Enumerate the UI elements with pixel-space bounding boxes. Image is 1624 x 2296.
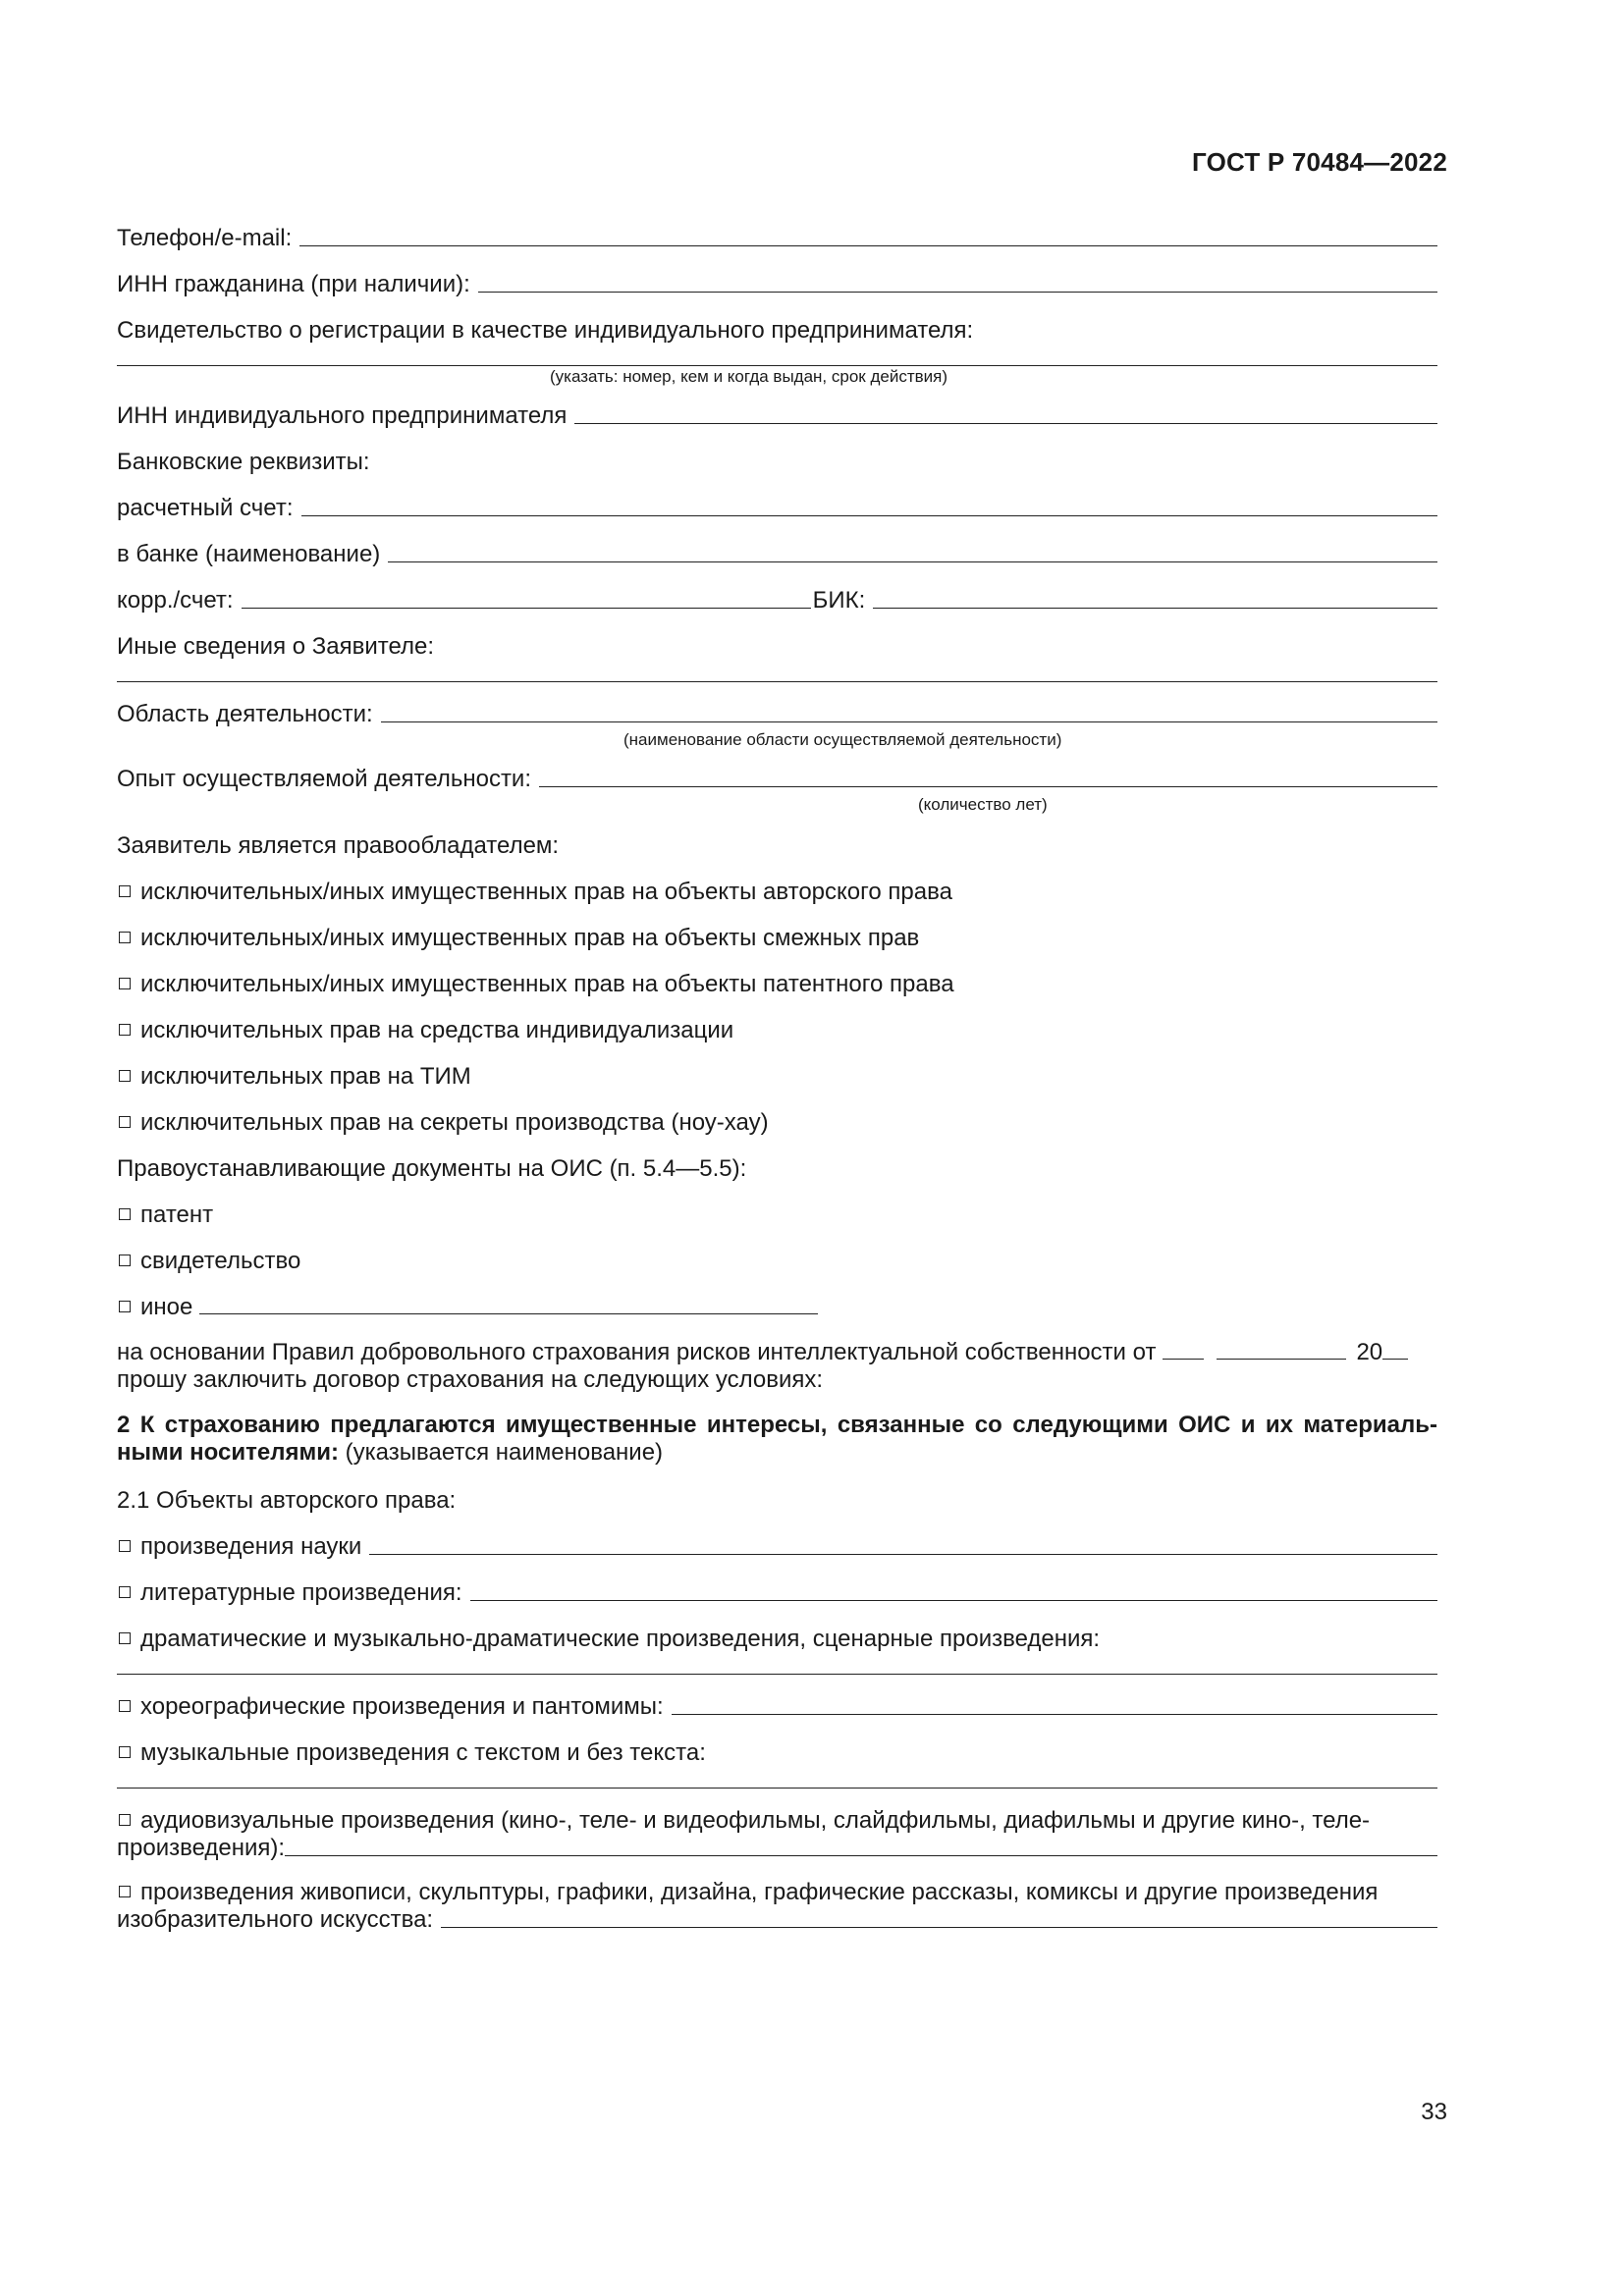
fine-art-field[interactable]	[441, 1905, 1437, 1928]
rights-option-2[interactable]	[117, 924, 1437, 953]
checkbox-icon[interactable]	[119, 1886, 131, 1897]
fine-art-row	[117, 1905, 1437, 1933]
checkbox-icon[interactable]	[119, 1632, 131, 1644]
standard-code: ГОСТ Р 70484—2022	[1192, 147, 1447, 177]
checkbox-icon[interactable]	[119, 1208, 131, 1220]
science-field[interactable]	[369, 1532, 1437, 1555]
inn-ip-label: ИНН индивидуального предпринимателя	[117, 402, 568, 429]
rights-option-4[interactable]	[117, 1016, 1437, 1045]
rights-option-label: исключительных/иных имущественных прав на объекты авторского права	[140, 879, 952, 905]
rights-option-label: исключительных прав на секреты производства (ноу-хау)	[140, 1109, 769, 1136]
checkbox-icon[interactable]	[119, 1700, 131, 1712]
checkbox-icon[interactable]	[119, 885, 131, 897]
date-day-field[interactable]	[1163, 1339, 1204, 1360]
account-field[interactable]	[301, 494, 1438, 516]
dramatic-item[interactable]: драматические и музыкально-драматические произведения, сценарные произведения:	[117, 1625, 1437, 1654]
ip-certificate-hint: (указать: номер, кем и когда выдан, срок действия)	[550, 367, 947, 386]
rightholder-intro: Заявитель является правообладателем:	[117, 832, 560, 859]
bank-name-row	[117, 540, 1437, 569]
inn-citizen-label: ИНН гражданина (при наличии):	[117, 271, 470, 297]
date-year-field[interactable]	[1382, 1339, 1408, 1360]
rights-option-label: исключительных прав на ТИМ	[140, 1063, 471, 1090]
experience-field[interactable]	[539, 765, 1437, 787]
corr-account-label: корр./счет:	[117, 587, 234, 614]
bik-field[interactable]	[873, 586, 1437, 609]
fine-art-item[interactable]: произведения живописи, скульптуры, графики, дизайна, графические рассказы, комиксы и другие произведения	[117, 1878, 1437, 1905]
document-other-field[interactable]	[199, 1294, 818, 1314]
bik-label: БИК:	[812, 587, 866, 614]
inn-ip-row	[117, 401, 1437, 431]
rights-option-5[interactable]	[117, 1062, 1437, 1092]
phone-email-label: Телефон/e-mail:	[117, 225, 293, 251]
rights-option-6[interactable]	[117, 1108, 1437, 1138]
phone-email-row	[117, 224, 1437, 253]
bank-details-label: Банковские реквизиты:	[117, 449, 370, 475]
checkbox-icon[interactable]	[119, 1255, 131, 1266]
inn-citizen-field[interactable]	[478, 270, 1437, 293]
audiovisual-line2: произведения):	[117, 1835, 286, 1861]
literary-row	[117, 1578, 1437, 1608]
science-checkbox-label[interactable]: произведения науки	[117, 1532, 369, 1562]
section-2-title-normal: (указывается наименование)	[345, 1439, 664, 1466]
application-form	[117, 224, 1437, 1949]
section-2-title	[117, 1412, 1437, 1467]
inn-citizen-row	[117, 270, 1437, 299]
experience-label: Опыт осуществляемой деятельности:	[117, 766, 532, 792]
bank-name-label: в банке (наименование)	[117, 541, 381, 567]
bank-name-field[interactable]	[388, 540, 1437, 562]
page-number: 33	[1421, 2099, 1447, 2125]
corr-account-field[interactable]	[242, 586, 811, 609]
dramatic-field[interactable]	[117, 1674, 1437, 1675]
documents-intro: Правоустанавливающие документы на ОИС (п. 5.4—5.5):	[117, 1155, 747, 1182]
section-2-title-bold: 2 К страхованию предлагаются имущественные интересы, связанные со следующими ОИС и их материаль-ными носителями:	[117, 1412, 1437, 1466]
choreographic-row	[117, 1692, 1437, 1722]
choreographic-checkbox-label[interactable]: хореографические произведения и пантомимы:	[117, 1692, 672, 1722]
document-option-label: иное	[140, 1294, 193, 1320]
other-info-label: Иные сведения о Заявителе:	[117, 633, 435, 660]
checkbox-icon[interactable]	[119, 978, 131, 989]
basis-line2: прошу заключить договор страхования на следующих условиях:	[117, 1366, 824, 1393]
science-row	[117, 1532, 1437, 1562]
checkbox-icon[interactable]	[119, 1814, 131, 1826]
inn-ip-field[interactable]	[574, 401, 1437, 424]
checkbox-icon[interactable]	[119, 1746, 131, 1758]
activity-field[interactable]	[381, 700, 1437, 722]
basis-line1: на основании Правил добровольного страхования рисков интеллектуальной собственности от	[117, 1339, 1157, 1365]
activity-label: Область деятельности:	[117, 701, 373, 727]
rights-option-1[interactable]	[117, 878, 1437, 907]
checkbox-icon[interactable]	[119, 1301, 131, 1312]
other-info-field[interactable]	[117, 681, 1437, 682]
audiovisual-field[interactable]	[285, 1834, 1437, 1856]
document-option-label: свидетельство	[140, 1248, 301, 1274]
phone-email-field[interactable]	[299, 224, 1437, 246]
checkbox-icon[interactable]	[119, 932, 131, 943]
fine-art-line2: изобразительного искусства:	[117, 1906, 434, 1933]
audiovisual-item[interactable]: аудиовизуальные произведения (кино-, теле- и видеофильмы, слайдфильмы, диафильмы и другие кино-, теле-	[117, 1806, 1437, 1834]
experience-row	[117, 765, 1437, 794]
document-option-certificate[interactable]	[117, 1247, 1437, 1276]
corr-bik-row	[117, 586, 1437, 615]
literary-field[interactable]	[470, 1578, 1437, 1601]
basis-paragraph	[117, 1339, 1437, 1394]
audiovisual-row	[117, 1834, 1437, 1861]
document-option-other[interactable]	[117, 1293, 1437, 1322]
date-month-field[interactable]	[1217, 1339, 1346, 1360]
experience-hint: (количество лет)	[918, 795, 1048, 814]
ip-certificate-label: Свидетельство о регистрации в качестве индивидуального предпринимателя:	[117, 317, 974, 344]
musical-item[interactable]: музыкальные произведения с текстом и без текста:	[117, 1738, 1437, 1768]
checkbox-icon[interactable]	[119, 1540, 131, 1552]
document-option-label: патент	[140, 1201, 214, 1228]
rights-option-label: исключительных/иных имущественных прав на объекты патентного права	[140, 971, 954, 997]
rights-option-3[interactable]	[117, 970, 1437, 999]
year-prefix: 20	[1356, 1339, 1383, 1365]
musical-field[interactable]	[117, 1788, 1437, 1789]
choreographic-field[interactable]	[672, 1692, 1437, 1715]
document-option-patent[interactable]	[117, 1201, 1437, 1230]
activity-hint: (наименование области осуществляемой деятельности)	[623, 730, 1062, 749]
checkbox-icon[interactable]	[119, 1116, 131, 1128]
account-row	[117, 494, 1437, 523]
activity-row	[117, 700, 1437, 729]
checkbox-icon[interactable]	[119, 1070, 131, 1082]
literary-checkbox-label[interactable]: литературные произведения:	[117, 1578, 470, 1608]
rights-option-label: исключительных/иных имущественных прав на объекты смежных прав	[140, 925, 920, 951]
checkbox-icon[interactable]	[119, 1024, 131, 1036]
subsection-2-1: 2.1 Объекты авторского права:	[117, 1487, 457, 1514]
rights-option-label: исключительных прав на средства индивидуализации	[140, 1017, 734, 1043]
checkbox-icon[interactable]	[119, 1586, 131, 1598]
account-label: расчетный счет:	[117, 495, 294, 521]
